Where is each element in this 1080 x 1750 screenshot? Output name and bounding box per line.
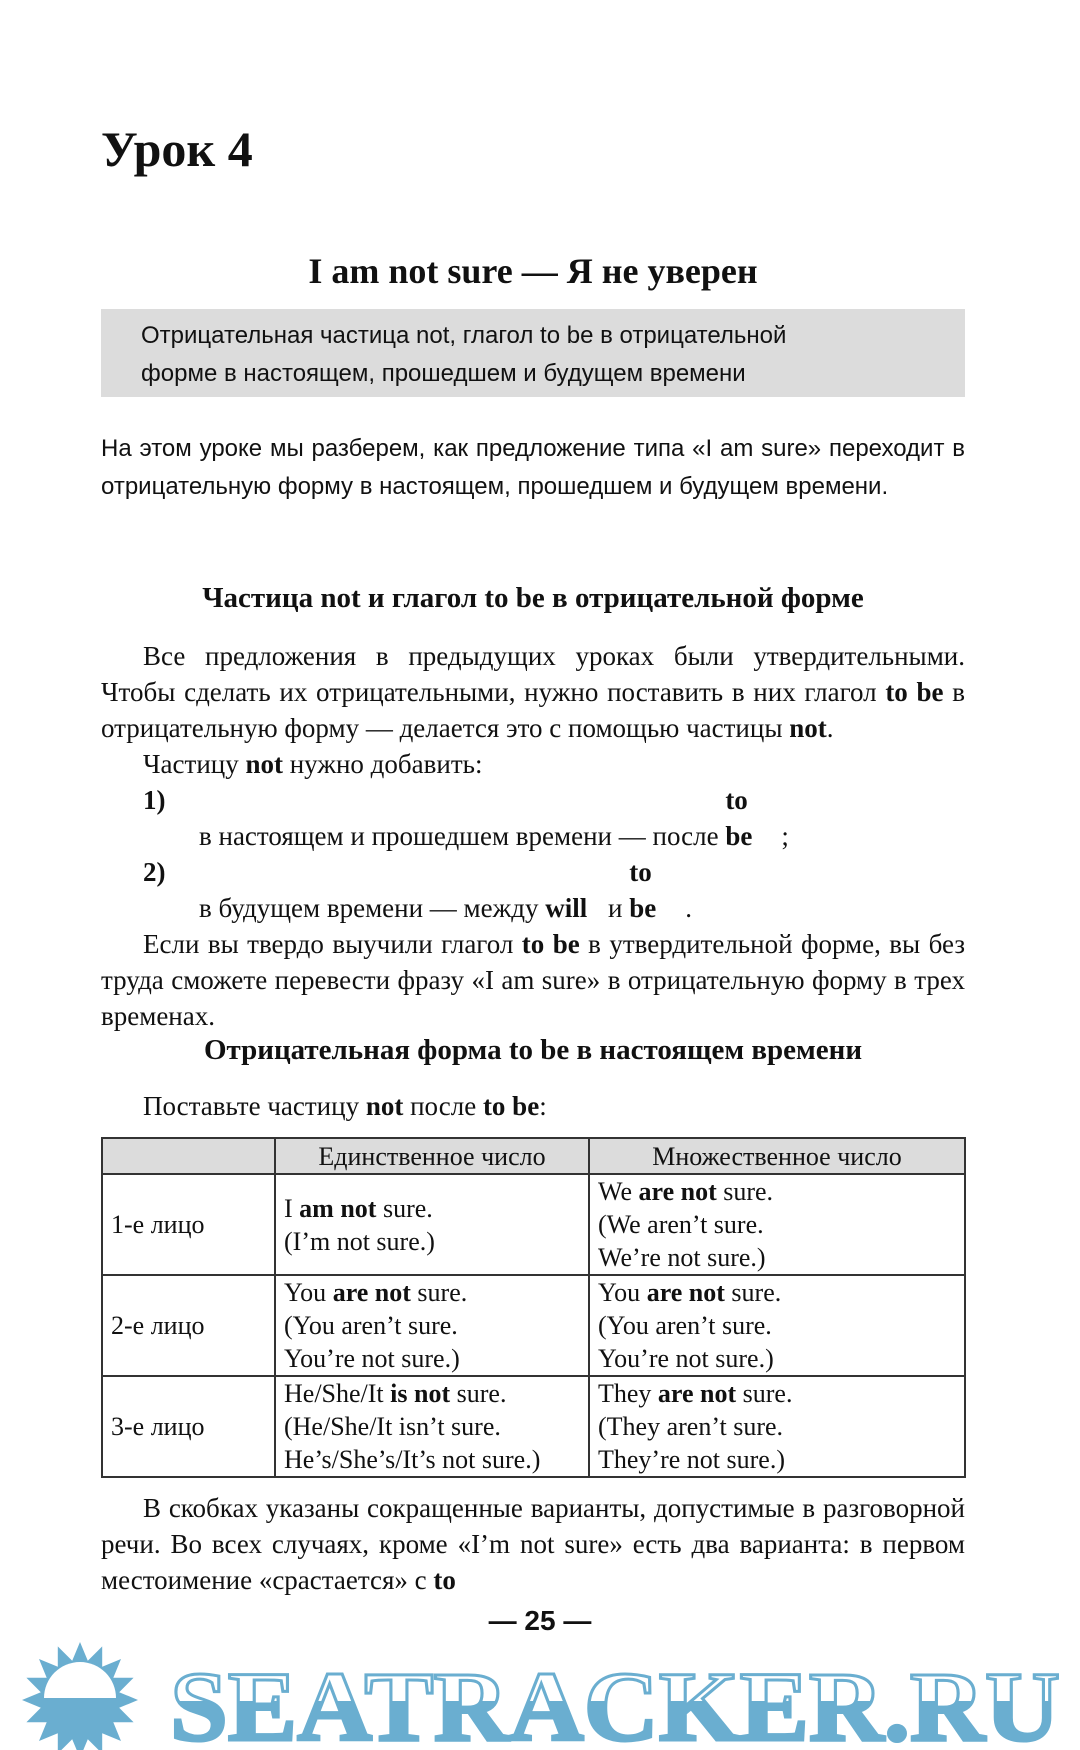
table-row	[102, 1174, 965, 1275]
paragraph: Если вы твердо выучили глагол to be в утвердительной форме, вы без труда сможете перевести фразу «I am sure» в отрицательную форму в трех временах.	[101, 929, 965, 1031]
table-header	[102, 1138, 275, 1174]
lesson-subtitle: I am not sure — Я не уверен	[308, 251, 758, 291]
singular-cell: He/She/It is not sure. (He/She/It isn’t sure. He’s/She’s/It’s not sure.)	[275, 1376, 589, 1477]
plural-cell: You are not sure. (You aren’t sure. You’re not sure.)	[589, 1275, 965, 1376]
summary-box	[101, 309, 965, 397]
summary-line: форме в настоящем, прошедшем и будущем времени	[141, 360, 746, 387]
table-header: Множественное число	[589, 1138, 965, 1174]
section-heading: Отрицательная форма to be в настоящем времени	[203, 1034, 863, 1066]
section2-lead: Поставьте частицу not после to be:	[143, 1091, 547, 1121]
person-cell: 1-е лицо	[102, 1174, 275, 1275]
list-item: 1) в настоящем и прошедшем времени — после to be ;	[143, 785, 789, 851]
conjugation-table	[101, 1137, 966, 1478]
intro-paragraph: На этом уроке мы разберем, как предложение типа «I am sure» переходит в отрицательную форму в настоящем, прошедшем и будущем времени.	[101, 435, 965, 500]
singular-cell: You are not sure. (You aren’t sure. You’re not sure.)	[275, 1275, 589, 1376]
singular-cell: I am not sure. (I’m not sure.)	[275, 1174, 589, 1275]
person-cell: 2-е лицо	[102, 1275, 275, 1376]
summary-line: Отрицательная частица not, глагол to be в отрицательной	[141, 322, 787, 349]
page-number: — 25 —	[488, 1605, 592, 1636]
paragraph: Все предложения в предыдущих уроках были утвердительными. Чтобы сделать их отрицательными, нужно поставить в них глагол to be в отрицательную форму — делается это с помощью частицы not.	[101, 641, 965, 743]
watermark-text: SEATRACKER.RU	[170, 1651, 1060, 1750]
sun-icon	[22, 1642, 138, 1750]
closing-paragraph: В скобках указаны сокращенные варианты, допустимые в разговорной речи. Во всех случаях, кроме «I’m not sure» есть два варианта: в первом местоимение «срастается» с to	[101, 1493, 965, 1595]
section1-body	[101, 638, 965, 1034]
paragraph: Частицу not нужно добавить:	[143, 749, 483, 779]
section-heading: Частица not и глагол to be в отрицательной форме	[202, 582, 864, 614]
plural-cell: We are not sure. (We aren’t sure. We’re not sure.)	[589, 1174, 965, 1275]
list-item: 2) в будущем времени — между will и to be .	[143, 857, 692, 923]
table-header: Единственное число	[275, 1138, 589, 1174]
table-row	[102, 1275, 965, 1376]
person-cell: 3-е лицо	[102, 1376, 275, 1477]
lesson-title: Урок 4	[101, 121, 253, 177]
page-footer-area	[0, 1490, 1080, 1750]
table-row	[102, 1376, 965, 1477]
watermark-logo	[0, 1642, 1080, 1750]
plural-cell: They are not sure. (They aren’t sure. They’re not sure.)	[589, 1376, 965, 1477]
